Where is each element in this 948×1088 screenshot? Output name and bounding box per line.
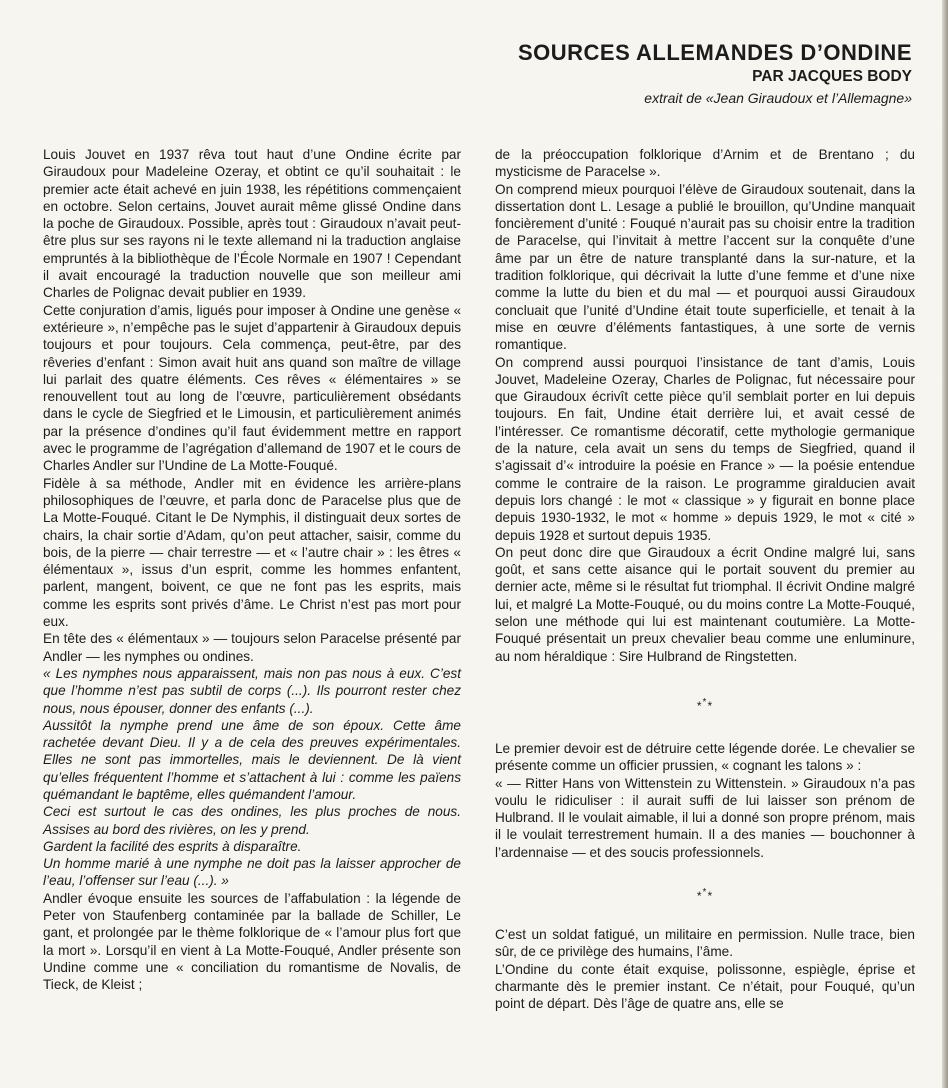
right-column-part-2	[495, 740, 915, 861]
page-edge	[942, 0, 948, 1088]
paragraph: C’est un soldat fatigué, un militaire en permission. Nulle trace, bien sûr, de ce privilège des humains, l’âme.	[495, 926, 915, 960]
paragraph: Cette conjuration d’amis, ligués pour imposer à Ondine une genèse « extérieure », n’empêche pas le sujet d’appartenir à Giraudoux depuis toujours et pour toujours. Cela commença, peut-être, par des rêveries d’enfant : Simon avait huit ans quand son maître de village lui parlait des quatre éléments. Ces rêves « élémentaires » se renouvellent tout au long de l’œuvre, particulièrement obsédants dans le cycle de Siegfried et le Limousin, et particulièrement animés par la présence d’ondines qu’il faut évidemment mettre en rapport avec le programme de l’agrégation d’allemand de 1907 et le cours de Charles Andler sur l’Undine de La Motte-Fouqué.	[43, 302, 461, 474]
paragraph: de la préoccupation folklorique d’Arnim et de Brentano ; du mysticisme de Paracelse ».	[495, 147, 915, 180]
paragraph: L’Ondine du conte était exquise, polissonne, espiègle, éprise et charmante dès le premier instant. Ce n’était, pour Fouqué, qu’un point de départ. Dès l’âge de quatre ans, elle se	[495, 961, 915, 1012]
paragraph: Gardent la facilité des esprits à disparaître.	[43, 838, 302, 854]
paragraph: Le premier devoir est de détruire cette légende dorée. Le chevalier se présente comme un officier prussien, « cognant les talons » :	[495, 740, 915, 774]
paragraph: On peut donc dire que Giraudoux a écrit Ondine malgré lui, sans goût, et sans cette aisance qui le portait souvent du premier au dernier acte, même si le résultat fut triomphal. Il écrivit Ondine malgré lui, et malgré La Motte-Fouqué, ou du moins contre La Motte-Fouqué, selon une méthode qui lui est maintenant coutumière. La Motte-Fouqué présentait un preux chevalier beau comme une enluminure, au nom héraldique : Sire Hulbrand de Ringstetten.	[495, 544, 915, 664]
paragraph: On comprend aussi pourquoi l’insistance de tant d’amis, Louis Jouvet, Madeleine Ozeray, Charles de Polignac, fut nécessaire pour que Giraudoux écrivît cette pièce qu’il semblait porter en lui depuis toujours. En fait, Undine était derrière lui, et avait cessé de l’intéresser. Ce romantisme décoratif, cette mythologie germanique de la nature, cela avait un sens du temps de Siegfried, quand il s’agissait d’« introduire la poésie en France » — la poésie entendue comme le contraire de la raison. Le programme giralducien avait depuis lors changé : le mot « classique » y figurait en bonne place depuis 1930-1932, le mot « homme » depuis 1929, le mot « cité » depuis 1928 et surtout depuis 1935.	[495, 354, 915, 543]
paragraph: Ceci est surtout le cas des ondines, les plus proches de nous. Assises au bord des rivières, on les y prend.	[43, 804, 461, 837]
left-column	[43, 146, 461, 994]
right-column	[495, 146, 915, 1012]
right-column-part-3	[495, 926, 915, 1012]
section-separator-1: ***	[696, 696, 714, 713]
paragraph: Andler évoque ensuite les sources de l’affabulation : la légende de Peter von Staufenberg contaminée par la ballade de Schiller, Le gant, et prolongée par le thème folklorique de « l’amour plus fort que la mort ». Lorsqu’il en vient à La Motte-Fouqué, Andler présente son Undine comme une « conciliation du romantisme de Novalis, de Tieck, de Kleist ;	[43, 890, 461, 993]
right-column-part-1	[495, 146, 915, 665]
article-title: SOURCES ALLEMANDES D’ONDINE	[517, 40, 912, 65]
section-separator-2: ***	[696, 886, 714, 903]
author-byline: PAR JACQUES BODY	[752, 68, 912, 85]
article-header	[518, 40, 912, 106]
paragraph: On comprend mieux pourquoi l’élève de Giraudoux soutenait, dans la dissertation dont L. Lesage a publié le brouillon, qu’Undine manquait foncièrement d’unité : Fouqué n’aurait pas su choisir entre la tradition de Paracelse, qui l’invitait à mettre l’accent sur la conquête d’une âme par un être de nature transplanté dans la sur-nature, et la tradition folklorique, qui décrivait la lutte d’une femme et d’une nixe comme la lutte du bien et du mal — et pourquoi aussi Giraudoux concluait que l’unité d’Undine était toute superficielle, et tenait à la mise en œuvre d’éléments fantastiques, à une sorte de vernis romantique.	[495, 181, 915, 353]
paragraph: Fidèle à sa méthode, Andler mit en évidence les arrière-plans philosophiques de l’œuvre, et parla donc de Paracelse plus que de La Motte-Fouqué. Citant le De Nymphis, il distinguait deux sortes de chairs, la chair sortie d’Adam, qu’on peut attacher, saisir, comme du bois, de la pierre — chair terrestre — et « l’autre chair » : les êtres « élémentaux », issus d’un esprit, comme les hommes enfantent, parlent, mangent, boivent, ce que ne font pas les esprits, mais comme les esprits sont privés d’âme. Le Christ n’est pas mort pour eux.	[43, 475, 461, 630]
paragraph: En tête des « élémentaux » — toujours selon Paracelse présenté par Andler — les nymphes ou ondines.	[43, 631, 461, 664]
paragraph: Louis Jouvet en 1937 rêva tout haut d’une Ondine écrite par Giraudoux pour Madeleine Ozeray, et obtint ce qu’il souhaitait : le premier acte était achevé en juin 1938, les répétitions commençaient en octobre. Selon certains, Jouvet aurait même glissé Ondine dans la poche de Giraudoux. Possible, après tout : Giraudoux n’avait peut-être plus sur ses rayons ni le texte allemand ni la traduction anglaise empruntés à la bibliothèque de l’École Normale en 1907 ! Cependant il avait encouragé la traduction nouvelle que son meilleur ami Charles de Polignac devait publier en 1939.	[43, 147, 461, 301]
paragraph: Un homme marié à une nymphe ne doit pas la laisser approcher de l’eau, l’offenser sur l’eau (...). »	[43, 856, 461, 889]
source-note: extrait de «Jean Giraudoux et l’Allemagne»	[644, 90, 912, 106]
paragraph: « — Ritter Hans von Wittenstein zu Wittenstein. » Giraudoux n’a pas voulu le ridiculiser : il aurait suffi de lui laisser son prénom de Hulbrand. Il le voulait aimable, il lui a donné son propre prénom, mais il le voulait terrestrement humain. Il a des manies — bouchonner à l’ardennaise — et des soucis professionnels.	[495, 775, 915, 860]
paragraph: « Les nymphes nous apparaissent, mais non pas nous à eux. C’est que l’homme n’est pas subtil de corps (...). Ils pourront rester chez nous, nous épouser, donner des enfants (...).	[43, 665, 461, 716]
paragraph: Aussitôt la nymphe prend une âme de son époux. Cette âme rachetée devant Dieu. Il y a de cela des preuves expérimentales. Elles ne sont pas immortelles, mais le deviennent. De là vient qu’elles fréquentent l’homme et s’attachent à lui : comme les païens quémandant le baptême, elles quémandent l’amour.	[43, 717, 461, 802]
